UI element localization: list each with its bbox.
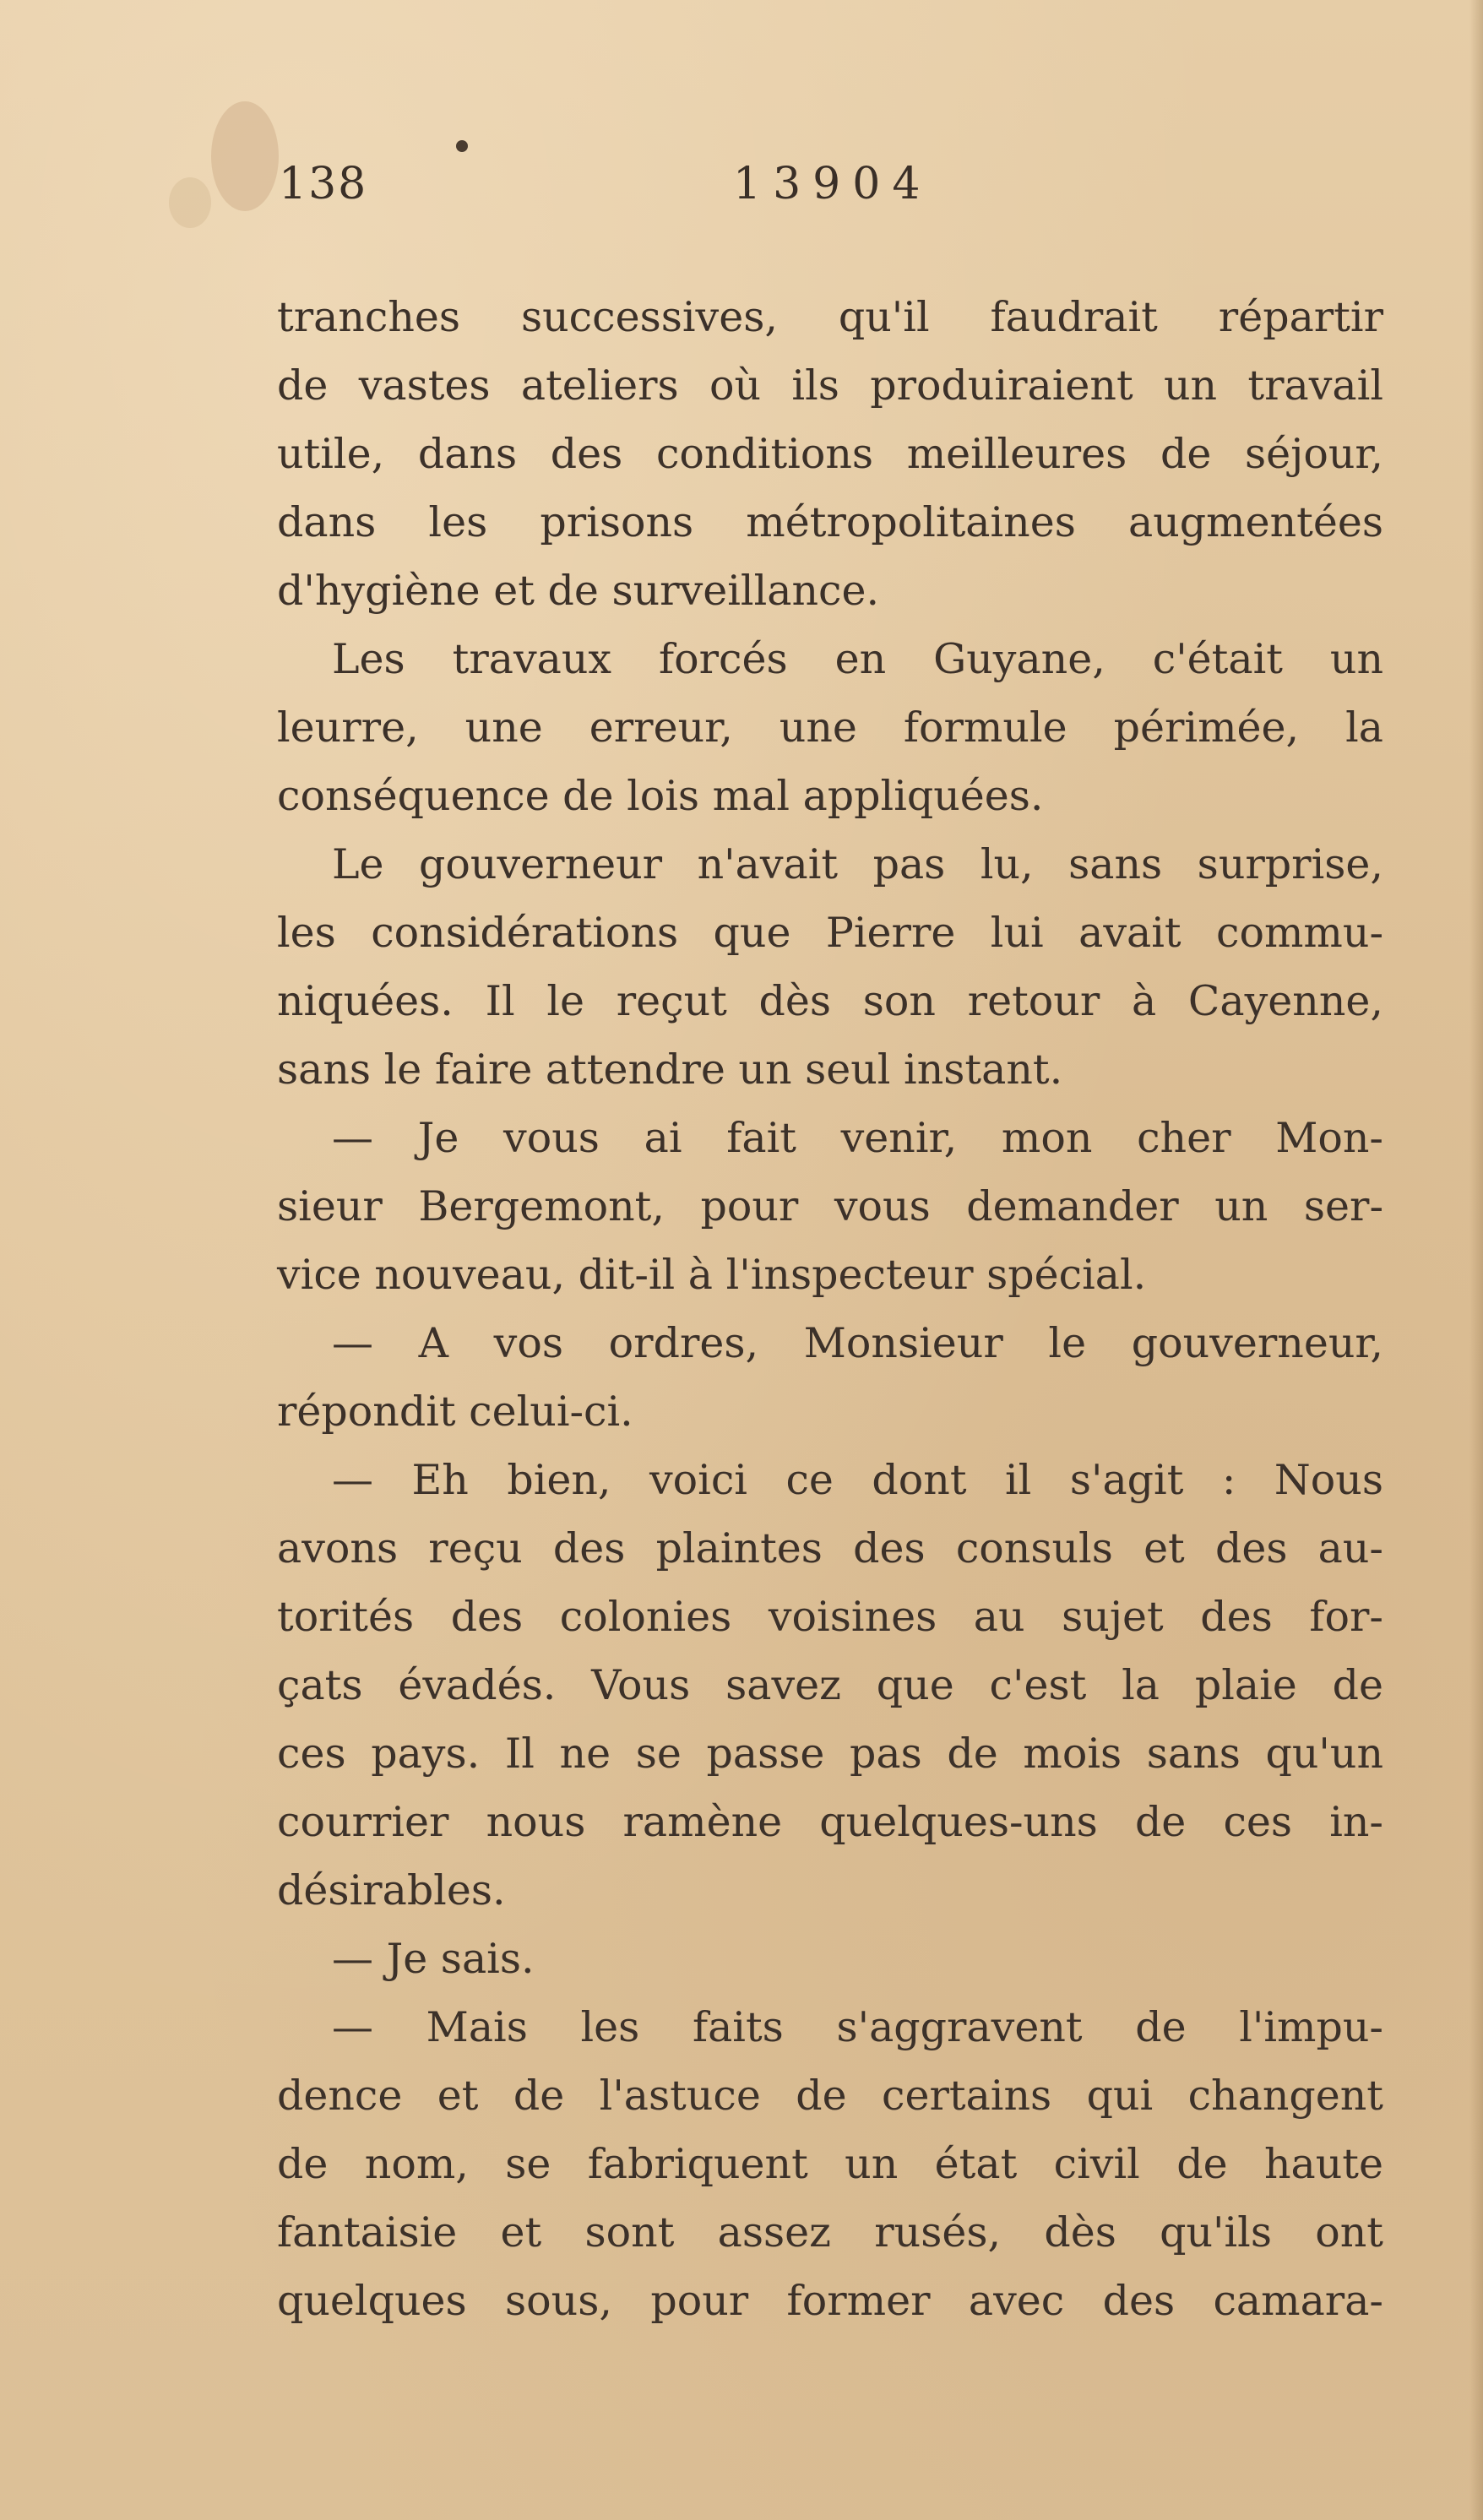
text-line: fantaisie et sont assez rusés, dès qu'ils ont: [277, 2208, 1383, 2257]
page-number: 138: [279, 159, 368, 209]
text-line: — Je vous ai fait venir, mon cher Mon-: [332, 1114, 1383, 1162]
text-line: quelques sous, pour former avec des camara-: [277, 2277, 1383, 2325]
text-line: torités des colonies voisines au sujet des for-: [277, 1593, 1383, 1641]
text-line: les considérations que Pierre lui avait commu-: [277, 909, 1383, 957]
running-head: 13904: [733, 159, 932, 209]
text-line: avons reçu des plaintes des consuls et des au-: [277, 1524, 1383, 1572]
text-line: Les travaux forcés en Guyane, c'était un: [332, 635, 1383, 683]
text-line: — Je sais.: [332, 1935, 535, 1983]
text-line: d'hygiène et de surveillance.: [277, 567, 880, 615]
text-line: — A vos ordres, Monsieur le gouverneur,: [332, 1319, 1383, 1367]
text-line: niquées. Il le reçut dès son retour à Cayenne,: [277, 977, 1383, 1025]
text-line: sieur Bergemont, pour vous demander un ser-: [277, 1182, 1383, 1230]
page-header: [0, 152, 1483, 220]
text-line: — Mais les faits s'aggravent de l'impu-: [332, 2003, 1383, 2051]
text-line: utile, dans des conditions meilleures de séjour,: [277, 430, 1383, 478]
text-line: leurre, une erreur, une formule périmée, la: [277, 703, 1383, 752]
text-line: tranches successives, qu'il faudrait répartir: [277, 293, 1383, 341]
text-line: répondit celui-ci.: [277, 1388, 633, 1436]
text-line: Le gouverneur n'avait pas lu, sans surprise,: [332, 840, 1383, 888]
text-line: çats évadés. Vous savez que c'est la plaie de: [277, 1661, 1383, 1709]
text-line: — Eh bien, voici ce dont il s'agit : Nous: [332, 1456, 1383, 1504]
text-line: de nom, se fabriquent un état civil de haute: [277, 2140, 1383, 2188]
text-line: conséquence de lois mal appliquées.: [277, 772, 1044, 820]
ink-dot: [456, 140, 468, 152]
body-text: [277, 283, 1383, 2335]
text-line: de vastes ateliers où ils produiraient un travail: [277, 361, 1383, 410]
text-line: dence et de l'astuce de certains qui changent: [277, 2072, 1383, 2120]
page-edge-shadow: [1469, 0, 1483, 2520]
text-line: courrier nous ramène quelques-uns de ces in-: [277, 1798, 1383, 1846]
text-line: désirables.: [277, 1866, 506, 1914]
text-line: ces pays. Il ne se passe pas de mois sans qu'un: [277, 1730, 1383, 1778]
text-line: sans le faire attendre un seul instant.: [277, 1045, 1063, 1094]
text-line: vice nouveau, dit-il à l'inspecteur spécial.: [277, 1251, 1147, 1299]
text-line: dans les prisons métropolitaines augmentées: [277, 498, 1383, 546]
